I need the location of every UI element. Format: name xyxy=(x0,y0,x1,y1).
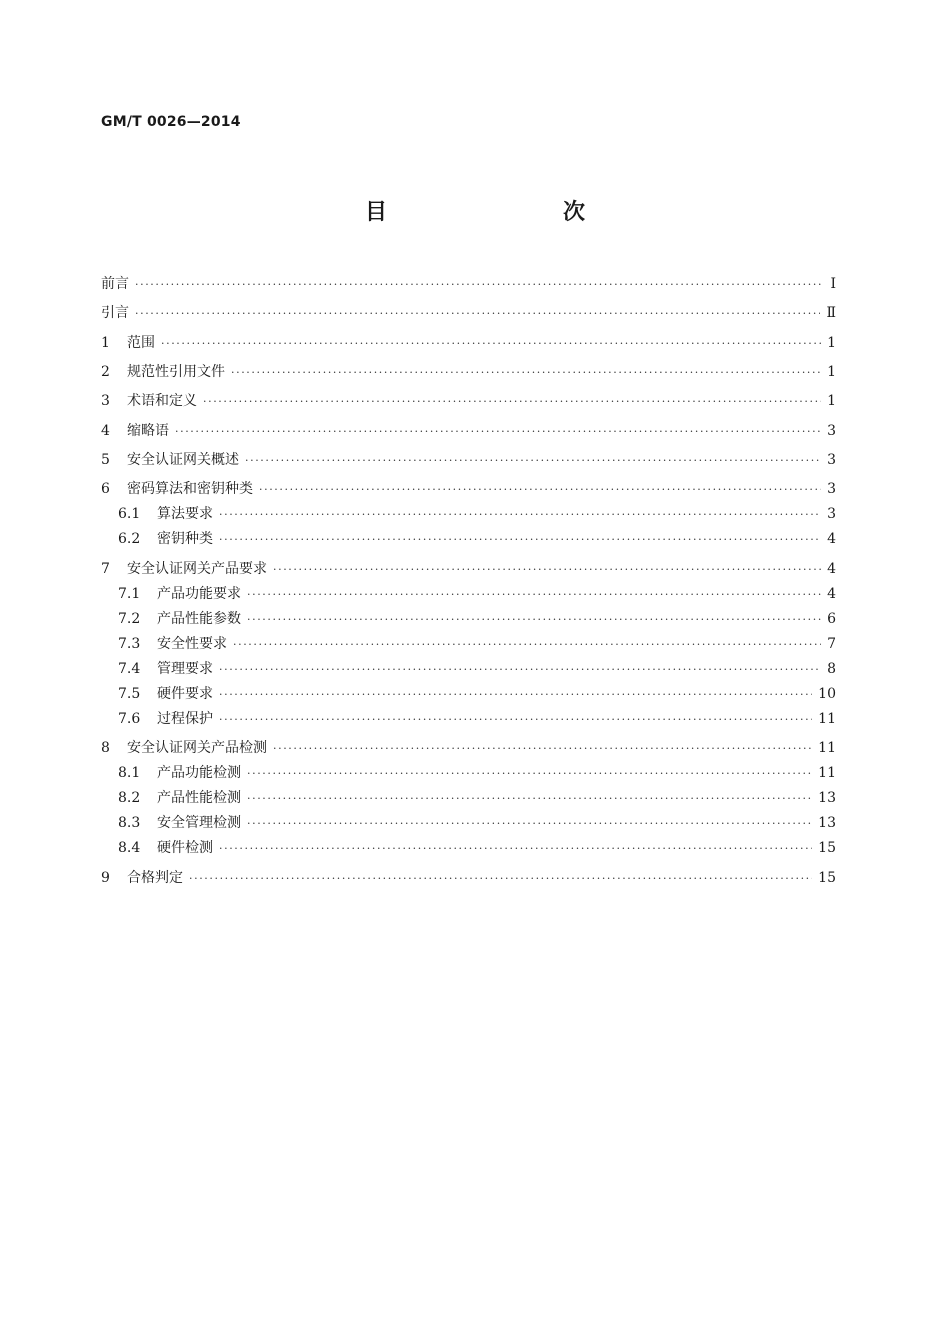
toc-entry-page: 11 xyxy=(818,740,836,756)
toc-entry-label: 算法要求 xyxy=(157,506,213,522)
toc-entry-page: 15 xyxy=(818,870,836,886)
dot-leader xyxy=(219,529,821,551)
toc-entry[interactable] xyxy=(118,608,836,630)
toc-entry[interactable] xyxy=(118,658,836,680)
toc-entry-number: 2 xyxy=(101,364,110,380)
toc-entry-page: 10 xyxy=(818,686,836,702)
toc-entry-number: 7.5 xyxy=(118,686,141,702)
dot-leader xyxy=(219,709,812,731)
toc-entry[interactable] xyxy=(101,737,836,759)
toc-entry[interactable] xyxy=(118,583,836,605)
dot-leader xyxy=(245,450,821,472)
toc-entry-label: 术语和定义 xyxy=(127,393,197,409)
toc-entry-label: 产品性能参数 xyxy=(157,611,241,627)
toc-entry-number: 1 xyxy=(101,335,110,351)
toc-entry-label: 缩略语 xyxy=(127,423,169,439)
toc-entry[interactable] xyxy=(118,683,836,705)
toc-entry-label: 引言 xyxy=(101,305,129,321)
toc-entry-number: 7.1 xyxy=(118,586,141,602)
dot-leader xyxy=(175,421,821,443)
toc-entry-number: 7.6 xyxy=(118,711,141,727)
toc-entry-page: 3 xyxy=(827,481,836,497)
dot-leader xyxy=(189,868,812,890)
toc-entry-page: 8 xyxy=(827,661,836,677)
toc-entry-number: 8.4 xyxy=(118,840,141,856)
toc-entry[interactable] xyxy=(101,558,836,580)
toc-entry-number: 6.1 xyxy=(118,506,141,522)
toc-entry-number: 7.2 xyxy=(118,611,141,627)
dot-leader xyxy=(247,788,812,810)
toc-entry[interactable] xyxy=(118,787,836,809)
dot-leader xyxy=(203,391,821,413)
toc-entry-number: 9 xyxy=(101,870,110,886)
toc-entry-number: 8 xyxy=(101,740,110,756)
page-title: 目 次 xyxy=(364,200,629,225)
dot-leader xyxy=(273,738,812,760)
toc-entry-label: 硬件要求 xyxy=(157,686,213,702)
toc-entry-page: Ⅰ xyxy=(830,276,836,292)
toc-entry-label: 密钥种类 xyxy=(157,531,213,547)
toc-entry-page: 15 xyxy=(818,840,836,856)
toc-entry-number: 5 xyxy=(101,452,110,468)
toc-entry-label: 硬件检测 xyxy=(157,840,213,856)
toc-entry-number: 8.1 xyxy=(118,765,141,781)
toc-entry-number: 4 xyxy=(101,423,110,439)
toc-entry-label: 产品功能检测 xyxy=(157,765,241,781)
toc-entry-number: 3 xyxy=(101,393,110,409)
toc-entry[interactable] xyxy=(118,762,836,784)
toc-entry-page: 4 xyxy=(827,531,836,547)
toc-entry-page: 7 xyxy=(827,636,836,652)
toc-entry-number: 8.2 xyxy=(118,790,141,806)
dot-leader xyxy=(273,559,821,581)
dot-leader xyxy=(247,763,812,785)
toc-entry[interactable] xyxy=(101,867,836,889)
toc-entry-label: 安全认证网关产品要求 xyxy=(127,561,267,577)
toc-entry-number: 7 xyxy=(101,561,110,577)
toc-entry-number: 6 xyxy=(101,481,110,497)
toc-entry[interactable] xyxy=(118,528,836,550)
toc-entry-page: 3 xyxy=(827,452,836,468)
toc-entry-page: 11 xyxy=(818,711,836,727)
toc-entry-label: 管理要求 xyxy=(157,661,213,677)
toc-entry-label: 前言 xyxy=(101,276,129,292)
toc-entry[interactable] xyxy=(101,420,836,442)
dot-leader xyxy=(247,609,821,631)
toc-entry-label: 规范性引用文件 xyxy=(127,364,225,380)
toc-entry[interactable] xyxy=(101,273,836,295)
toc-entry-page: 3 xyxy=(827,506,836,522)
toc-entry-page: 13 xyxy=(818,815,836,831)
toc-entry-page: 4 xyxy=(827,586,836,602)
toc-entry-label: 安全性要求 xyxy=(157,636,227,652)
toc-entry-number: 7.3 xyxy=(118,636,141,652)
toc-entry[interactable] xyxy=(118,837,836,859)
dot-leader xyxy=(219,684,812,706)
toc-entry[interactable] xyxy=(101,478,836,500)
toc-entry-page: 3 xyxy=(827,423,836,439)
toc-entry-page: 1 xyxy=(827,393,836,409)
toc-entry[interactable] xyxy=(118,503,836,525)
dot-leader xyxy=(135,303,820,325)
toc-entry[interactable] xyxy=(101,449,836,471)
dot-leader xyxy=(219,659,821,681)
toc-entry-page: 13 xyxy=(818,790,836,806)
toc-entry-number: 7.4 xyxy=(118,661,141,677)
toc-entry[interactable] xyxy=(118,812,836,834)
toc-entry-label: 范围 xyxy=(127,335,155,351)
dot-leader xyxy=(219,838,812,860)
toc-entry-label: 合格判定 xyxy=(127,870,183,886)
toc-entry-page: 6 xyxy=(827,611,836,627)
dot-leader xyxy=(231,362,821,384)
dot-leader xyxy=(219,504,821,526)
dot-leader xyxy=(161,333,821,355)
dot-leader xyxy=(247,813,812,835)
dot-leader xyxy=(247,584,821,606)
toc-entry[interactable] xyxy=(118,708,836,730)
toc-entry-label: 密码算法和密钥种类 xyxy=(127,481,253,497)
toc-entry-page: 11 xyxy=(818,765,836,781)
toc-entry-number: 8.3 xyxy=(118,815,141,831)
toc-entry[interactable] xyxy=(101,390,836,412)
toc-entry[interactable] xyxy=(101,302,836,324)
toc-entry[interactable] xyxy=(118,633,836,655)
toc-entry-page: Ⅱ xyxy=(826,305,836,321)
document-id: GM/T 0026—2014 xyxy=(101,114,241,130)
dot-leader xyxy=(259,479,821,501)
toc-entry-label: 安全认证网关概述 xyxy=(127,452,239,468)
dot-leader xyxy=(233,634,821,656)
toc-entry-label: 安全管理检测 xyxy=(157,815,241,831)
toc-entry[interactable] xyxy=(101,361,836,383)
toc-entry[interactable] xyxy=(101,332,836,354)
toc-entry-label: 产品功能要求 xyxy=(157,586,241,602)
toc-entry-label: 过程保护 xyxy=(157,711,213,727)
toc-entry-label: 安全认证网关产品检测 xyxy=(127,740,267,756)
toc-entry-page: 1 xyxy=(827,364,836,380)
dot-leader xyxy=(135,274,822,296)
toc-entry-label: 产品性能检测 xyxy=(157,790,241,806)
toc-entry-number: 6.2 xyxy=(118,531,141,547)
toc-entry-page: 4 xyxy=(827,561,836,577)
toc-entry-page: 1 xyxy=(827,335,836,351)
